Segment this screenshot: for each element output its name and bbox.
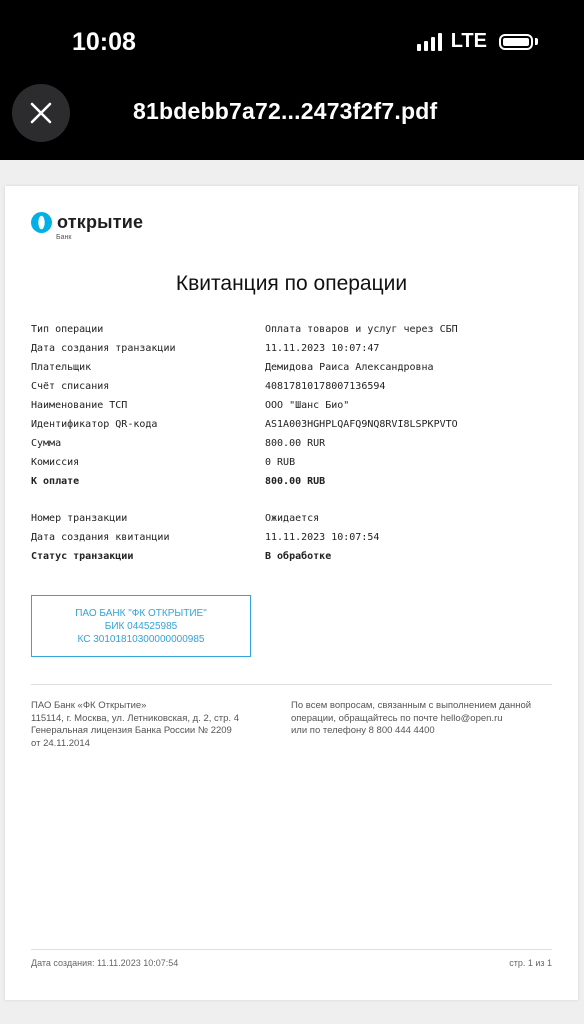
close-button[interactable]	[12, 84, 70, 142]
status-row: Статус транзакции В обработке	[31, 551, 332, 562]
network-type: LTE	[450, 30, 487, 52]
row-gap	[31, 491, 551, 509]
logo-circle-icon	[31, 212, 52, 233]
status-time: 10:08	[72, 28, 136, 56]
detail-row: Тип операции Оплата товаров и услуг через СБП	[31, 324, 458, 335]
detail-row: Идентификатор QR-кода AS1A003HGHPLQAFQ9NQ8RVI8LSPKPVTO	[31, 419, 458, 430]
battery-icon	[499, 34, 533, 50]
details-table	[31, 320, 551, 566]
status-indicators	[417, 30, 538, 53]
bank-name: ПАО БАНК "ФК ОТКРЫТИЕ"	[75, 607, 207, 619]
footer-divider	[31, 684, 552, 685]
bank-logo	[31, 212, 143, 233]
signal-icon	[417, 32, 442, 51]
total-row: К оплате 800.00 RUB	[31, 476, 326, 487]
bottom-divider	[31, 949, 552, 950]
bank-stamp	[31, 595, 251, 657]
detail-row: Комиссия 0 RUB	[31, 457, 296, 468]
pdf-page[interactable]	[5, 186, 578, 1000]
logo-subtitle: Банк	[56, 234, 72, 241]
page-number: стр. 1 из 1	[509, 958, 552, 968]
file-name: 81bdebb7a72...2473f2f7.pdf	[133, 98, 438, 124]
bank-bik: БИК 044525985	[104, 620, 178, 632]
detail-row: Сумма 800.00 RUR	[31, 438, 326, 449]
battery-tip	[535, 38, 538, 45]
detail-row: Дата создания транзакции 11.11.2023 10:07:47	[31, 343, 380, 354]
transaction-row: Номер транзакции Ожидается	[31, 513, 320, 524]
detail-row: Плательщик Демидова Раиса Александровна	[31, 362, 434, 373]
bank-ks: КС 30101810300000000985	[77, 633, 205, 645]
creation-date: Дата создания: 11.11.2023 10:07:54	[31, 958, 179, 968]
close-icon	[30, 102, 52, 124]
viewer-header	[0, 0, 584, 160]
document-title: Квитанция по операции	[175, 272, 408, 295]
detail-row: Наименование ТСП ООО "Шанс Био"	[31, 400, 350, 411]
transaction-row: Дата создания квитанции 11.11.2023 10:07:54	[31, 532, 380, 543]
footer-contact-info: По всем вопросам, связанным с выполнением данной операции, обращайтесь по почте hello@open.ru или по телефону 8 800 444 4400	[291, 700, 532, 736]
footer-bank-info: ПАО Банк «ФК Открытие» 115114, г. Москва, ул. Летниковская, д. 2, стр. 4 Генеральная лицензия Банка России № 2209 от 24.11.2014	[31, 700, 239, 749]
detail-row: Счёт списания 40817810178007136594	[31, 381, 386, 392]
logo-text: открытие	[57, 212, 144, 232]
